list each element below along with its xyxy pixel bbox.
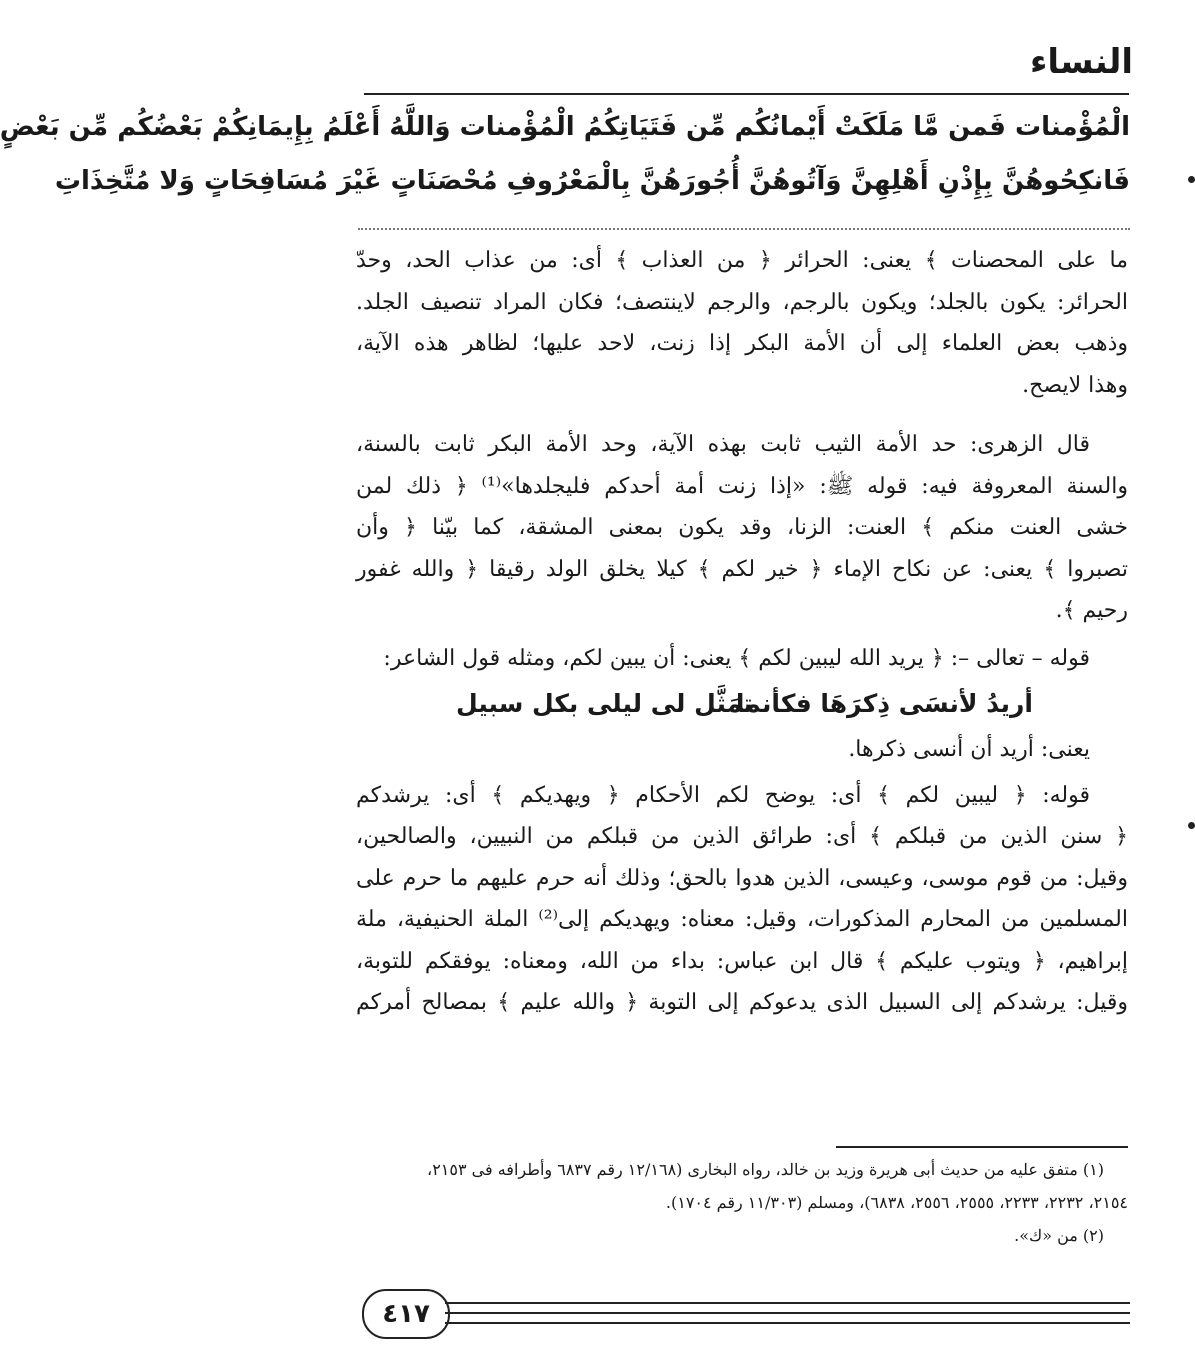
text-line: رحيم ﴾.: [1055, 598, 1128, 623]
footnotes: [356, 1153, 1128, 1252]
quran-verse-block: [0, 100, 1130, 208]
section-divider: [358, 228, 1130, 230]
text-line: تصبروا ﴾ يعنى: عن نكاح الإماء ﴿ خير لكم ﴾ كيلا يخلق الولد رقيقا ﴿ والله غفور: [356, 556, 1128, 582]
paragraph: [356, 638, 1128, 680]
header-rule: [364, 93, 1129, 95]
poetry-verse: [356, 679, 1128, 729]
text-line: وهذا لايصح.: [1022, 372, 1128, 398]
text-line: إبراهيم، ﴿ ويتوب عليكم ﴾ قال ابن عباس: بداء من الله، ومعناه: يوفقكم للتوبة،: [356, 948, 1128, 974]
footnote-line: ٢١٥٤، ٢٢٣٢، ٢٢٣٣، ٢٥٥٥، ٢٥٥٦، ٦٨٣٨)، ومسلم (١١/٣٠٣ رقم ١٧٠٤).: [665, 1193, 1128, 1212]
text-line: قال الزهرى: حد الأمة الثيب ثابت بهذه الآية، وحد الأمة البكر ثابت بالسنة،: [356, 432, 1090, 457]
paragraph: [356, 729, 1128, 771]
text-line: يعنى: أريد أن أنسى ذكرها.: [848, 737, 1090, 762]
quran-line: فَانكِحُوهُنَّ بِإِذْنِ أَهْلِهِنَّ وَآتُوهُنَّ أُجُورَهُنَّ بِالْمَعْرُوفِ مُحْصَنَاتٍ غَيْرَ مُسَافِحَاتٍ وَلا مُتَّخِذَاتِ: [54, 166, 1130, 196]
text-line: ﴿ سنن الذين من قبلكم ﴾ أى: طرائق الذين من قبلكم من النبيين، والصالحين،: [356, 824, 1128, 849]
text-line: وذهب بعض العلماء إلى أن الأمة البكر إذا زنت، لاحد عليها؛ لظاهر هذه الآية،: [356, 331, 1128, 356]
footer-rule: [445, 1312, 1130, 1314]
paragraph: [356, 240, 1128, 406]
poetry-second-hemistich: تمَثَّل لى ليلى بكل سبيل: [456, 689, 753, 718]
text-line: خشى العنت منكم ﴾ العنت: الزنا، وقد يكون بمعنى المشقة، كما بيّنا ﴿ وأن: [356, 515, 1128, 540]
footnote-line: (١) متفق عليه من حديث أبى هريرة وزيد بن خالد، رواه البخارى (١٢/١٦٨ رقم ٦٨٣٧ وأطرافه فى ٢١٥٣،: [427, 1160, 1104, 1179]
text-line: وقيل: يرشدكم إلى السبيل الذى يدعوكم إلى التوبة ﴿ والله عليم ﴾ بمصالح أمركم: [356, 990, 1128, 1015]
text-line: ما على المحصنات ﴾ يعنى: الحرائر ﴿ من العذاب ﴾ أى: من عذاب الحد، وحدّ: [356, 248, 1128, 273]
text-line: وقيل: من قوم موسى، وعيسى، الذين هدوا بالحق؛ وذلك أنه حرم عليهم ما حرم على: [356, 865, 1128, 891]
margin-dot: [1188, 822, 1195, 829]
footer-rule: [445, 1302, 1130, 1304]
margin-dot: [1188, 176, 1195, 183]
text-line: الحرائر: يكون بالجلد؛ ويكون بالرجم، والرجم لاينتصف؛ فكان المراد تنصيف الجلد.: [356, 289, 1128, 315]
quran-line: الْمُؤْمنات فَمن مَّا مَلَكَتْ أَيْمانُكُم مِّن فَتَيَاتِكُمُ الْمُؤْمنات وَاللَّهُ أَعْلَمُ بِإِيمَانِكُمْ بَعْضُكُم مِّن بَعْضٍ: [0, 112, 1130, 142]
paragraph: [356, 775, 1128, 1024]
footnote-rule: [836, 1146, 1128, 1148]
page-header-title: النساء: [1029, 42, 1133, 82]
text-line: والسنة المعروفة فيه: قوله ﷺ: «إذا زنت أمة أحدكم فليجلدها»⁽¹⁾ ﴿ ذلك لمن: [356, 473, 1128, 499]
text-line: قوله: ﴿ ليبين لكم ﴾ أى: يوضح لكم الأحكام ﴿ ويهديكم ﴾ أى: يرشدكم: [356, 782, 1090, 808]
paragraph: [356, 424, 1128, 632]
commentary-body: [356, 240, 1128, 1024]
page-number: ٤١٧: [362, 1289, 450, 1339]
text-line: قوله – تعالى –: ﴿ يريد الله ليبين لكم ﴾ يعنى: أن يبين لكم، ومثله قول الشاعر:: [383, 645, 1090, 671]
poetry-first-hemistich: أريدُ لأنسَى ذِكرَهَا فكأنما: [735, 689, 1033, 718]
text-line: المسلمين من المحارم المذكورات، وقيل: معناه: ويهديكم إلى⁽²⁾ الملة الحنيفية، ملة: [356, 907, 1128, 932]
footer-rule: [445, 1322, 1130, 1324]
footnote-line: (٢) من «ك».: [1014, 1226, 1104, 1245]
